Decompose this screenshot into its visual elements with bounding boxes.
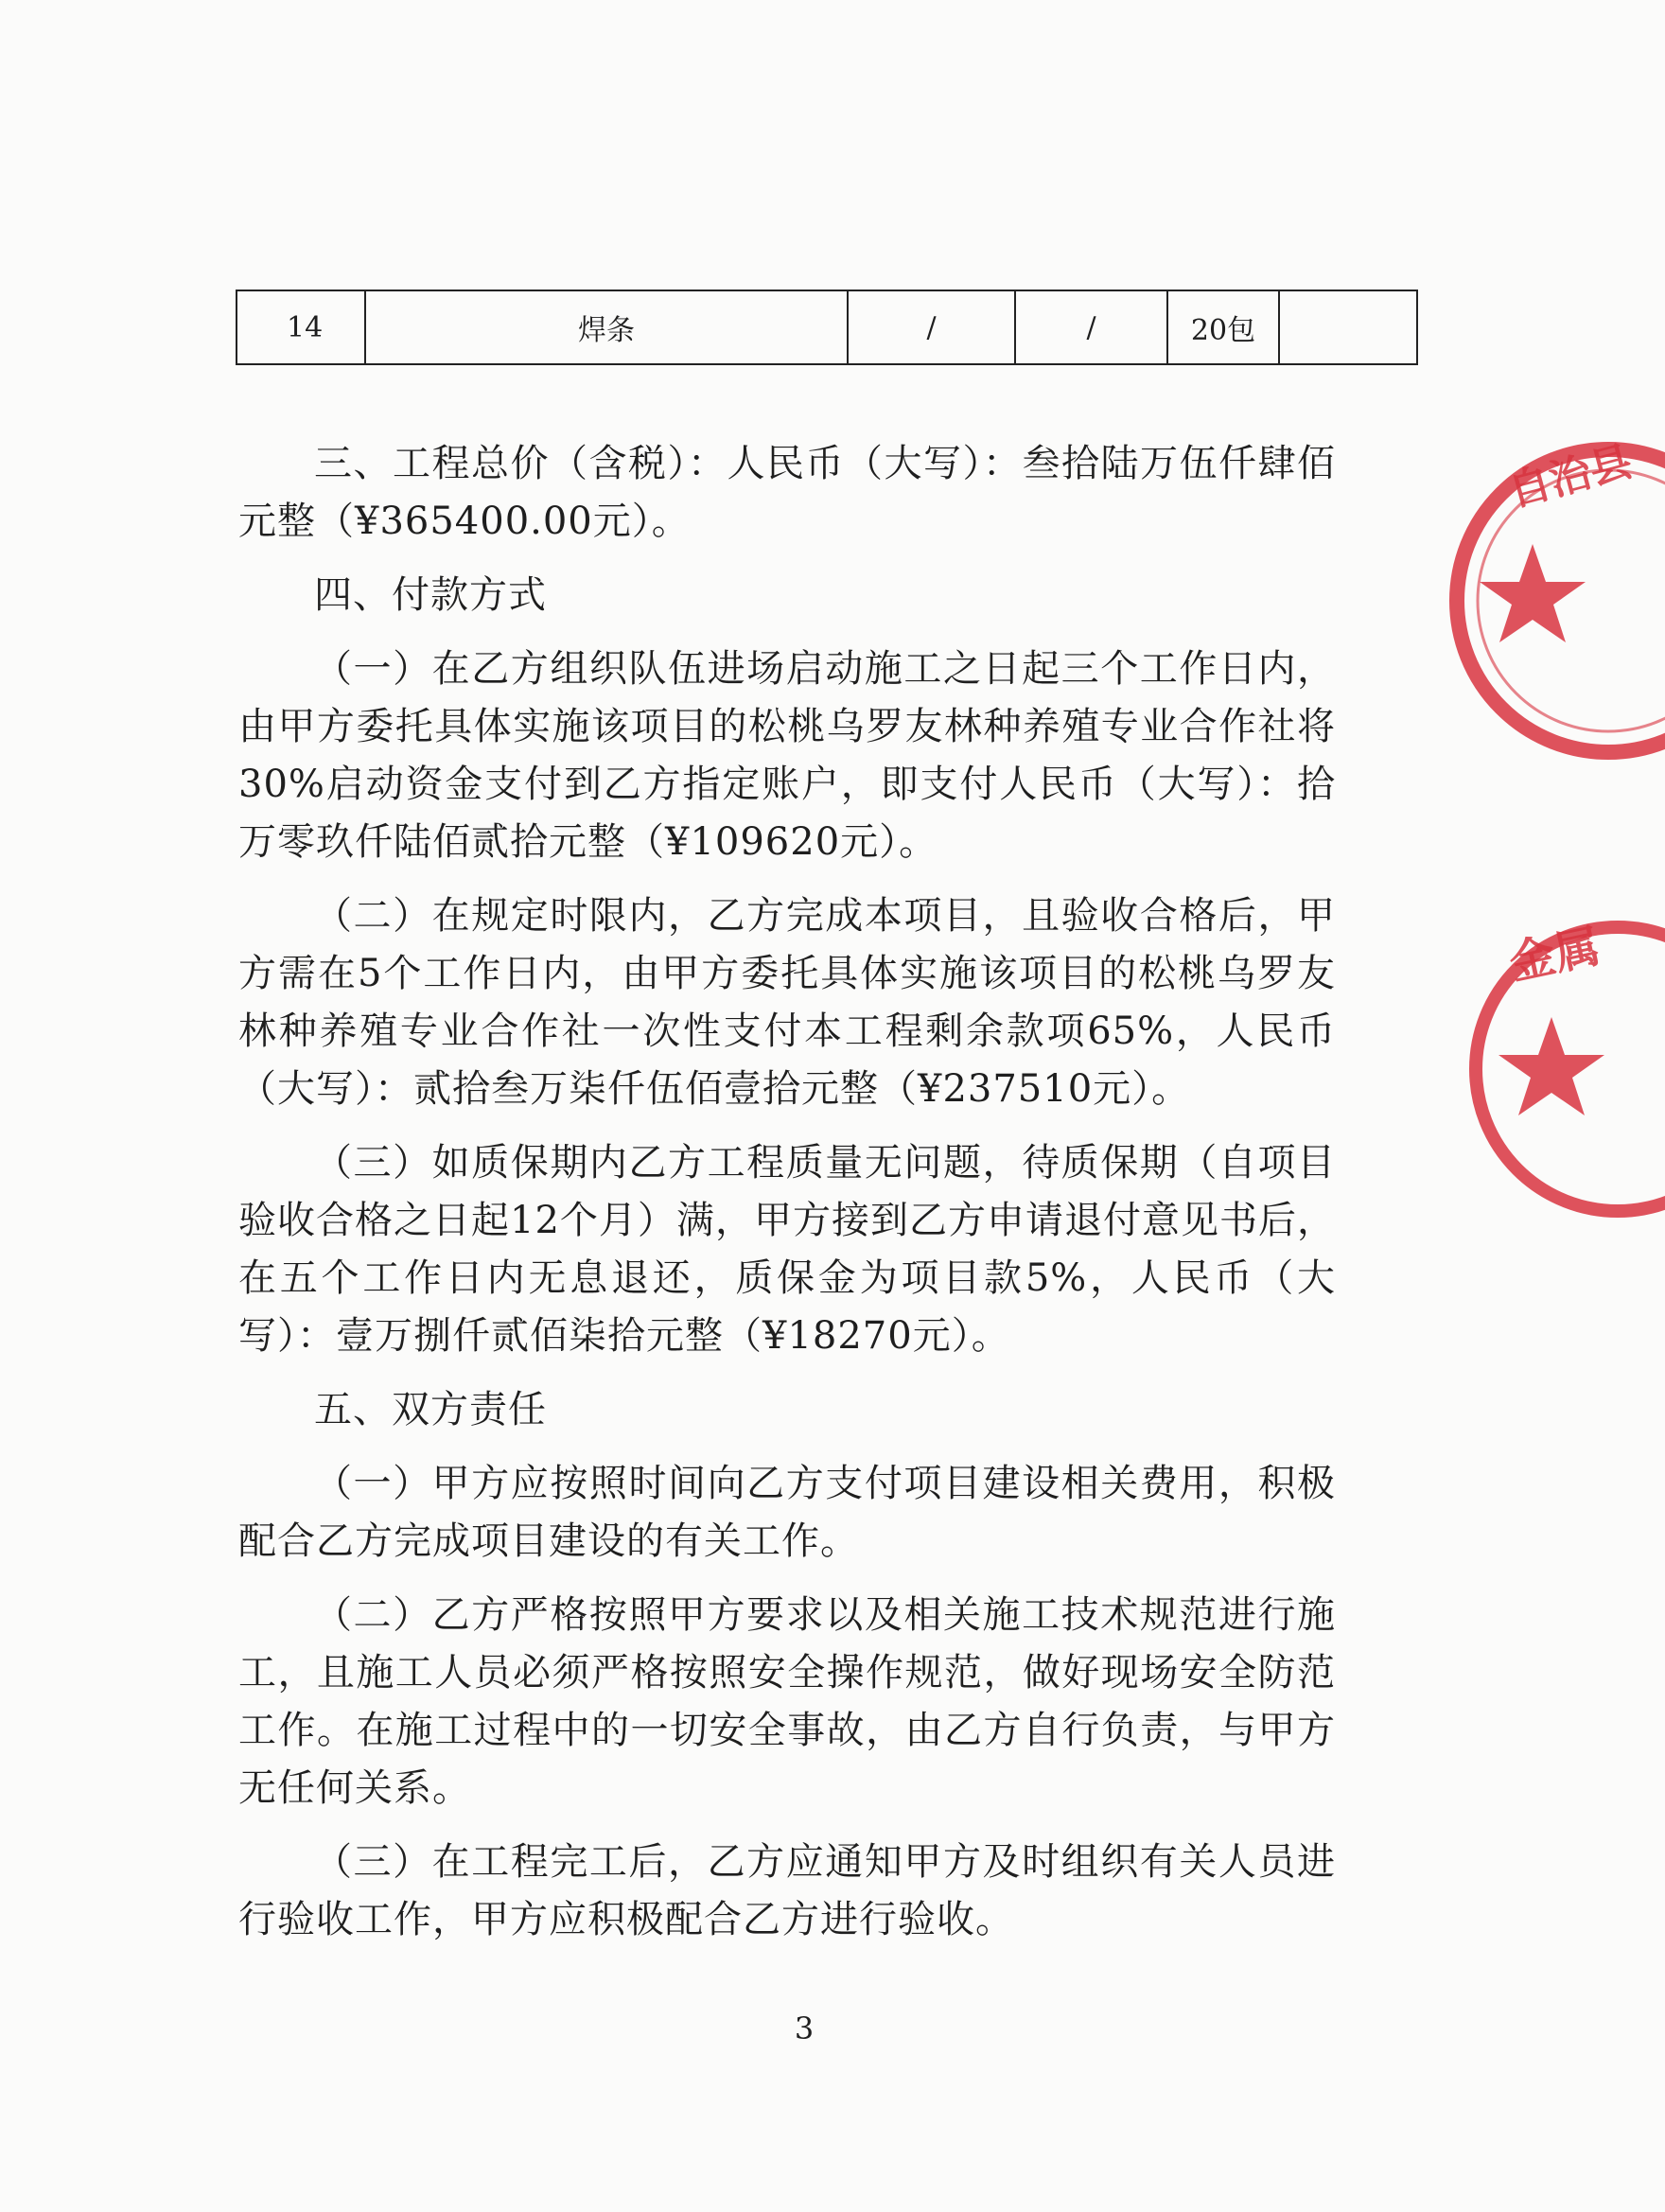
- cell-item-spec: /: [848, 290, 1015, 364]
- cell-item-quantity: 20包: [1167, 290, 1279, 364]
- cell-item-unit: /: [1015, 290, 1167, 364]
- responsibility-clause-3: （三）在工程完工后，乙方应通知甲方及时组织有关人员进行验收工作，甲方应积极配合乙方进行验收。: [238, 1840, 1336, 1941]
- responsibility-clause-1: （一）甲方应按照时间向乙方支付项目建设相关费用，积极配合乙方完成项目建设的有关工作。: [238, 1462, 1336, 1563]
- contract-body: [238, 435, 1336, 1965]
- payment-clause-2: （二）在规定时限内，乙方完成本项目，且验收合格后，甲方需在5个工作日内，由甲方委托具体实施该项目的松桃乌罗友林种养殖专业合作社一次性支付本工程剩余款项65%，人民币（大写）：贰拾叁万柒仟伍佰壹拾元整（¥237510元）。: [238, 894, 1336, 1111]
- total-price-clause: 三、工程总价（含税）：人民币（大写）：叁拾陆万伍仟肆佰元整（¥365400.00元）。: [238, 442, 1336, 543]
- responsibility-clause-2: （二）乙方严格按照甲方要求以及相关施工技术规范进行施工，且施工人员必须严格按照安全操作规范，做好现场安全防范工作。在施工过程中的一切安全事故，由乙方自行负责，与甲方无任何关系。: [238, 1593, 1336, 1810]
- payment-clause-1: （一）在乙方组织队伍进场启动施工之日起三个工作日内，由甲方委托具体实施该项目的松桃乌罗友林种养殖专业合作社将30%启动资金支付到乙方指定账户，即支付人民币（大写）：拾万零玖仟陆佰贰拾元整（¥109620元）。: [238, 647, 1336, 864]
- cell-item-number: 14: [237, 290, 365, 364]
- red-seal-lower: [1419, 913, 1665, 1225]
- cell-item-name: 焊条: [365, 290, 848, 364]
- seal-text-upper: 自治县: [1503, 437, 1638, 517]
- responsibilities-heading: 五、双方责任: [314, 1388, 547, 1431]
- table-row: [237, 290, 1417, 364]
- payment-method-heading: 四、付款方式: [314, 573, 547, 617]
- cell-item-note: [1279, 290, 1417, 364]
- red-seal-upper: [1400, 430, 1646, 771]
- materials-table: [236, 290, 1418, 365]
- payment-clause-3: （三）如质保期内乙方工程质量无问题，待质保期（自项目验收合格之日起12个月）满，甲方接到乙方申请退付意见书后，在五个工作日内无息退还，质保金为项目款5%，人民币（大写）：壹万捌仟贰佰柒拾元整（¥18270元）。: [238, 1141, 1336, 1358]
- seal-text-lower: 金属: [1504, 919, 1605, 991]
- page-number: 3: [794, 2010, 815, 2046]
